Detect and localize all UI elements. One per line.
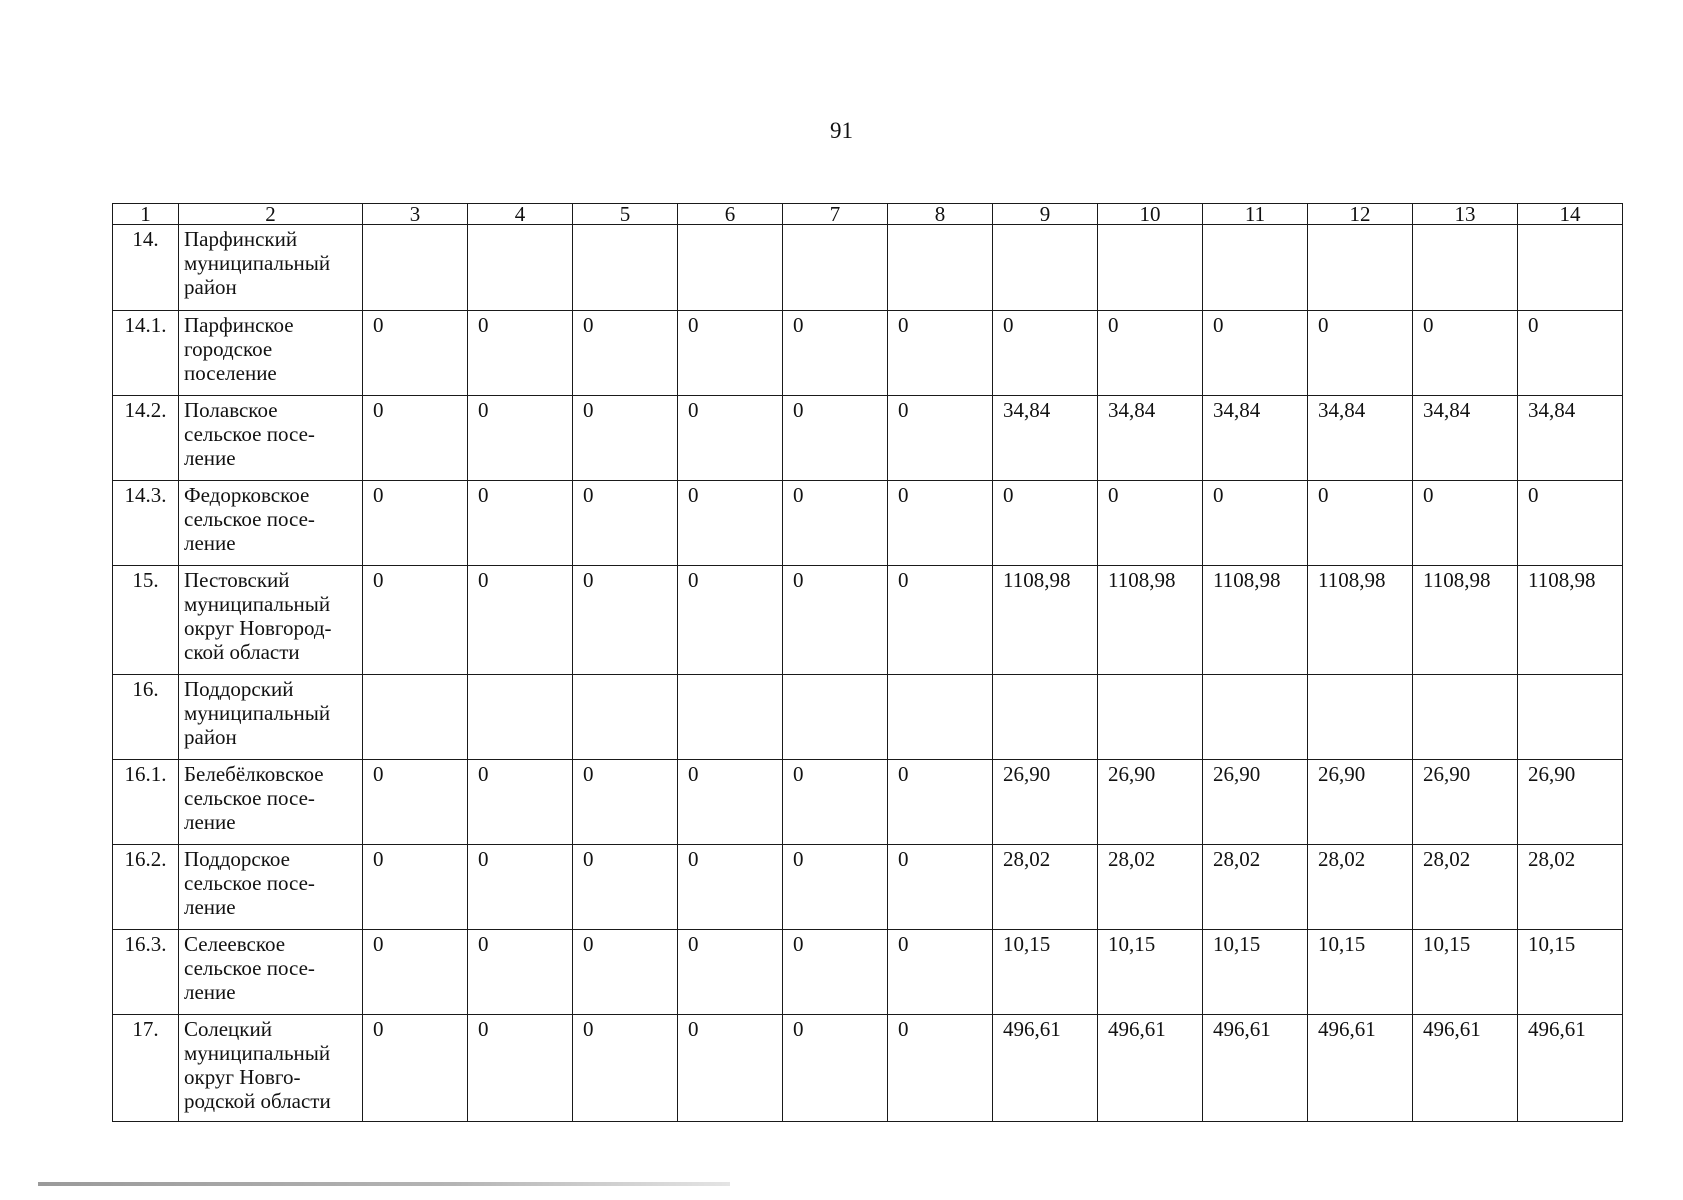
- value-cell-col-14: 10,15: [1518, 930, 1623, 1015]
- value-cell-col-10: 0: [1098, 481, 1203, 566]
- value-cell-col-3: 0: [363, 481, 468, 566]
- value-cell-col-8: 0: [888, 396, 993, 481]
- value-cell-col-13: 26,90: [1413, 760, 1518, 845]
- row-number: 16.2.: [113, 845, 179, 930]
- municipality-name-line: район: [184, 275, 237, 299]
- value-cell-col-5: [573, 225, 678, 311]
- value-cell-col-11: 0: [1203, 481, 1308, 566]
- column-header-2: 2: [179, 204, 363, 225]
- value-cell-col-4: [468, 675, 573, 760]
- row-number: 17.: [113, 1015, 179, 1122]
- value-cell-col-7: 0: [783, 566, 888, 675]
- value-cell-col-10: 26,90: [1098, 760, 1203, 845]
- municipality-name-line: ление: [184, 980, 236, 1004]
- column-header-13: 13: [1413, 204, 1518, 225]
- value-cell-col-7: 0: [783, 760, 888, 845]
- value-cell-col-3: 0: [363, 566, 468, 675]
- column-header-11: 11: [1203, 204, 1308, 225]
- value-cell-col-3: [363, 675, 468, 760]
- municipality-name-line: ление: [184, 531, 236, 555]
- value-cell-col-10: 0: [1098, 311, 1203, 396]
- value-cell-col-9: [993, 675, 1098, 760]
- table-row: [113, 396, 1623, 481]
- municipality-name-line: ление: [184, 446, 236, 470]
- value-cell-col-8: 0: [888, 845, 993, 930]
- row-number: 16.3.: [113, 930, 179, 1015]
- table-row: [113, 760, 1623, 845]
- value-cell-col-6: 0: [678, 845, 783, 930]
- table-row: [113, 225, 1623, 311]
- value-cell-col-3: 0: [363, 396, 468, 481]
- municipality-name: [179, 481, 363, 566]
- value-cell-col-13: 496,61: [1413, 1015, 1518, 1122]
- municipality-name-line: Парфинский: [184, 227, 298, 251]
- value-cell-col-4: 0: [468, 760, 573, 845]
- value-cell-col-13: 10,15: [1413, 930, 1518, 1015]
- table-row: [113, 481, 1623, 566]
- value-cell-col-7: 0: [783, 1015, 888, 1122]
- value-cell-col-11: 10,15: [1203, 930, 1308, 1015]
- municipality-name: [179, 675, 363, 760]
- value-cell-col-6: 0: [678, 1015, 783, 1122]
- municipality-name-line: сельское посе-: [184, 507, 315, 531]
- municipality-name-line: Полавское: [184, 398, 278, 422]
- column-header-14: 14: [1518, 204, 1623, 225]
- value-cell-col-5: 0: [573, 760, 678, 845]
- value-cell-col-10: 1108,98: [1098, 566, 1203, 675]
- value-cell-col-6: 0: [678, 311, 783, 396]
- municipality-name-line: поселение: [184, 361, 277, 385]
- municipality-name-line: Поддорское: [184, 847, 290, 871]
- value-cell-col-7: 0: [783, 845, 888, 930]
- value-cell-col-5: 0: [573, 930, 678, 1015]
- column-header-4: 4: [468, 204, 573, 225]
- value-cell-col-8: [888, 675, 993, 760]
- value-cell-col-4: 0: [468, 566, 573, 675]
- column-header-3: 3: [363, 204, 468, 225]
- municipality-name-line: Федорковское: [184, 483, 310, 507]
- municipality-name-line: округ Новго-: [184, 1065, 301, 1089]
- value-cell-col-9: 1108,98: [993, 566, 1098, 675]
- value-cell-col-3: 0: [363, 760, 468, 845]
- value-cell-col-9: 10,15: [993, 930, 1098, 1015]
- municipality-name-line: район: [184, 725, 237, 749]
- value-cell-col-12: 34,84: [1308, 396, 1413, 481]
- table-row: [113, 1015, 1623, 1122]
- value-cell-col-6: [678, 225, 783, 311]
- value-cell-col-7: 0: [783, 311, 888, 396]
- value-cell-col-8: 0: [888, 760, 993, 845]
- value-cell-col-14: 26,90: [1518, 760, 1623, 845]
- table-row: [113, 930, 1623, 1015]
- value-cell-col-3: [363, 225, 468, 311]
- value-cell-col-11: 28,02: [1203, 845, 1308, 930]
- municipality-name: [179, 225, 363, 311]
- municipality-name-line: Солецкий: [184, 1017, 272, 1041]
- value-cell-col-7: [783, 675, 888, 760]
- row-number: 15.: [113, 566, 179, 675]
- value-cell-col-6: 0: [678, 760, 783, 845]
- value-cell-col-6: [678, 675, 783, 760]
- row-number: 14.: [113, 225, 179, 311]
- table-row: [113, 566, 1623, 675]
- municipality-name-line: сельское посе-: [184, 786, 315, 810]
- municipality-name-line: ление: [184, 810, 236, 834]
- value-cell-col-4: 0: [468, 481, 573, 566]
- value-cell-col-8: 0: [888, 930, 993, 1015]
- value-cell-col-13: 0: [1413, 481, 1518, 566]
- value-cell-col-13: 1108,98: [1413, 566, 1518, 675]
- municipality-name-line: сельское посе-: [184, 422, 315, 446]
- column-header-5: 5: [573, 204, 678, 225]
- value-cell-col-5: [573, 675, 678, 760]
- value-cell-col-6: 0: [678, 566, 783, 675]
- value-cell-col-11: 1108,98: [1203, 566, 1308, 675]
- value-cell-col-11: 0: [1203, 311, 1308, 396]
- value-cell-col-8: [888, 225, 993, 311]
- value-cell-col-4: [468, 225, 573, 311]
- municipality-name-line: ление: [184, 895, 236, 919]
- value-cell-col-14: [1518, 675, 1623, 760]
- value-cell-col-12: 1108,98: [1308, 566, 1413, 675]
- municipality-name: [179, 845, 363, 930]
- municipality-name-line: сельское посе-: [184, 956, 315, 980]
- municipality-name: [179, 311, 363, 396]
- value-cell-col-12: [1308, 675, 1413, 760]
- municipality-name-line: сельское посе-: [184, 871, 315, 895]
- value-cell-col-6: 0: [678, 396, 783, 481]
- value-cell-col-8: 0: [888, 481, 993, 566]
- municipality-name-line: муниципальный: [184, 1041, 331, 1065]
- value-cell-col-9: 34,84: [993, 396, 1098, 481]
- value-cell-col-10: 28,02: [1098, 845, 1203, 930]
- value-cell-col-12: 0: [1308, 481, 1413, 566]
- value-cell-col-13: 28,02: [1413, 845, 1518, 930]
- table-row: [113, 845, 1623, 930]
- value-cell-col-5: 0: [573, 566, 678, 675]
- column-header-12: 12: [1308, 204, 1413, 225]
- value-cell-col-12: 26,90: [1308, 760, 1413, 845]
- row-number: 16.: [113, 675, 179, 760]
- value-cell-col-11: 34,84: [1203, 396, 1308, 481]
- value-cell-col-12: 28,02: [1308, 845, 1413, 930]
- value-cell-col-6: 0: [678, 481, 783, 566]
- value-cell-col-9: 28,02: [993, 845, 1098, 930]
- municipality-name: [179, 760, 363, 845]
- value-cell-col-8: 0: [888, 1015, 993, 1122]
- value-cell-col-5: 0: [573, 481, 678, 566]
- municipality-name-line: муниципальный: [184, 251, 331, 275]
- value-cell-col-7: 0: [783, 396, 888, 481]
- value-cell-col-12: 496,61: [1308, 1015, 1413, 1122]
- value-cell-col-10: 496,61: [1098, 1015, 1203, 1122]
- value-cell-col-5: 0: [573, 311, 678, 396]
- column-header-7: 7: [783, 204, 888, 225]
- municipality-name-line: Пестовский: [184, 568, 290, 592]
- municipality-name-line: Белебёлковское: [184, 762, 324, 786]
- value-cell-col-4: 0: [468, 930, 573, 1015]
- value-cell-col-9: 496,61: [993, 1015, 1098, 1122]
- value-cell-col-3: 0: [363, 311, 468, 396]
- municipality-name-line: Селеевское: [184, 932, 286, 956]
- municipality-name-line: муниципальный: [184, 701, 331, 725]
- value-cell-col-8: 0: [888, 311, 993, 396]
- value-cell-col-10: [1098, 675, 1203, 760]
- value-cell-col-14: 34,84: [1518, 396, 1623, 481]
- municipality-name-line: городское: [184, 337, 273, 361]
- value-cell-col-5: 0: [573, 1015, 678, 1122]
- municipality-name: [179, 930, 363, 1015]
- value-cell-col-14: 496,61: [1518, 1015, 1623, 1122]
- value-cell-col-4: 0: [468, 1015, 573, 1122]
- value-cell-col-8: 0: [888, 566, 993, 675]
- municipality-name-line: Парфинское: [184, 313, 294, 337]
- municipality-name-line: Поддорский: [184, 677, 294, 701]
- page-number: 91: [830, 118, 853, 143]
- value-cell-col-14: [1518, 225, 1623, 311]
- table-row: [113, 675, 1623, 760]
- value-cell-col-3: 0: [363, 930, 468, 1015]
- value-cell-col-9: 0: [993, 311, 1098, 396]
- value-cell-col-11: 26,90: [1203, 760, 1308, 845]
- row-number: 14.1.: [113, 311, 179, 396]
- value-cell-col-10: 10,15: [1098, 930, 1203, 1015]
- column-header-9: 9: [993, 204, 1098, 225]
- value-cell-col-9: 0: [993, 481, 1098, 566]
- value-cell-col-6: 0: [678, 930, 783, 1015]
- value-cell-col-13: [1413, 675, 1518, 760]
- value-cell-col-12: [1308, 225, 1413, 311]
- value-cell-col-7: 0: [783, 930, 888, 1015]
- municipality-name-line: муниципальный: [184, 592, 331, 616]
- municipality-name-line: округ Новгород-: [184, 616, 332, 640]
- value-cell-col-14: 28,02: [1518, 845, 1623, 930]
- value-cell-col-10: [1098, 225, 1203, 311]
- value-cell-col-4: 0: [468, 845, 573, 930]
- value-cell-col-7: [783, 225, 888, 311]
- municipality-name: [179, 1015, 363, 1122]
- value-cell-col-13: 34,84: [1413, 396, 1518, 481]
- scan-edge-artifact: [38, 1182, 730, 1186]
- data-table: [112, 203, 1623, 1122]
- value-cell-col-9: [993, 225, 1098, 311]
- value-cell-col-9: 26,90: [993, 760, 1098, 845]
- column-header-8: 8: [888, 204, 993, 225]
- value-cell-col-10: 34,84: [1098, 396, 1203, 481]
- value-cell-col-12: 10,15: [1308, 930, 1413, 1015]
- value-cell-col-11: [1203, 225, 1308, 311]
- value-cell-col-14: 1108,98: [1518, 566, 1623, 675]
- municipality-name-line: родской области: [184, 1089, 331, 1113]
- municipality-name-line: ской области: [184, 640, 300, 664]
- value-cell-col-13: 0: [1413, 311, 1518, 396]
- value-cell-col-11: [1203, 675, 1308, 760]
- value-cell-col-3: 0: [363, 1015, 468, 1122]
- column-header-10: 10: [1098, 204, 1203, 225]
- value-cell-col-3: 0: [363, 845, 468, 930]
- municipality-name: [179, 396, 363, 481]
- column-header-1: 1: [113, 204, 179, 225]
- value-cell-col-4: 0: [468, 311, 573, 396]
- row-number: 16.1.: [113, 760, 179, 845]
- value-cell-col-14: 0: [1518, 311, 1623, 396]
- row-number: 14.2.: [113, 396, 179, 481]
- table-row: [113, 311, 1623, 396]
- value-cell-col-7: 0: [783, 481, 888, 566]
- value-cell-col-13: [1413, 225, 1518, 311]
- table-header-row: [113, 204, 1623, 225]
- value-cell-col-4: 0: [468, 396, 573, 481]
- column-header-6: 6: [678, 204, 783, 225]
- value-cell-col-11: 496,61: [1203, 1015, 1308, 1122]
- value-cell-col-5: 0: [573, 845, 678, 930]
- municipality-name: [179, 566, 363, 675]
- value-cell-col-12: 0: [1308, 311, 1413, 396]
- value-cell-col-5: 0: [573, 396, 678, 481]
- value-cell-col-14: 0: [1518, 481, 1623, 566]
- row-number: 14.3.: [113, 481, 179, 566]
